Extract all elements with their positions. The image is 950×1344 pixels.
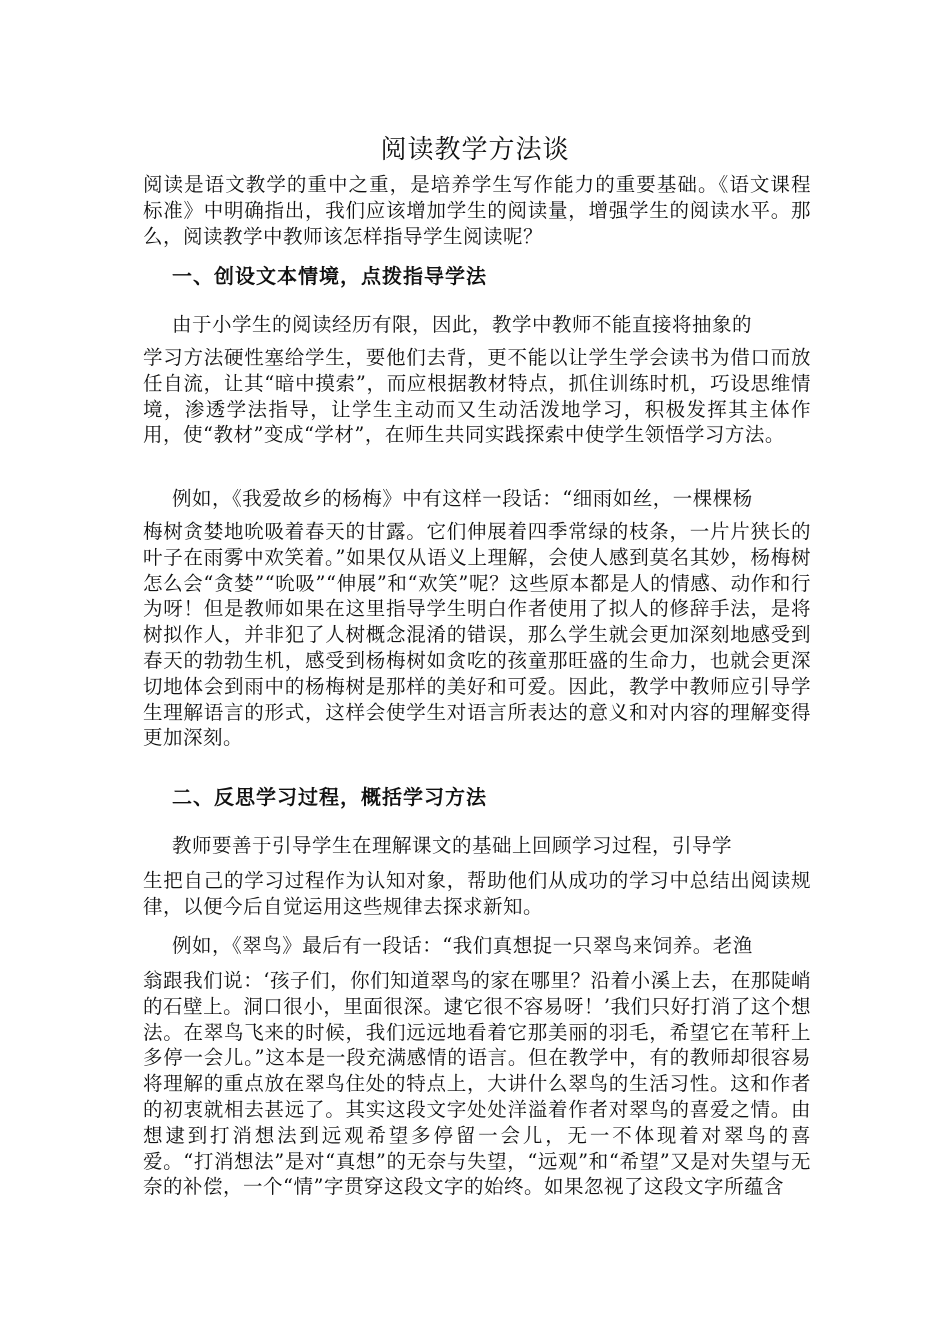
section-2-paragraph-2-first-line: 例如，《翠鸟》最后有一段话：“我们真想捉一只翠鸟来饲养。老渔 bbox=[172, 934, 753, 957]
section-2-paragraph-2: 翁跟我们说：‘孩子们，你们知道翠鸟的家在哪里？沿着小溪上去，在那陡峭的石壁上。洞口很小，里面很深。逮它很不容易呀！’我们只好打消了这个想法。在翠鸟飞来的时候，我们远远地看着它那美丽的羽毛，希望它在苇秆上多停一会儿。”这本是一段充满感情的语言。但在教学中，有的教师却很容易将理解的重点放在翠鸟住处的特点上，大讲什么翠鸟的生活习性。这和作者的初衷就相去甚远了。其实这段文字处处洋溢着作者对翠鸟的喜爱之情。由想逮到打消想法到远观希望多停留一会儿，无一不体现着对翠鸟的喜爱。“打消想法”是对“真想”的无奈与失望，“远观”和“希望”又是对失望与无奈的补偿，一个“情”字贯穿这段文字的始终。如果忽视了这段文字所蕴含 bbox=[143, 969, 811, 1199]
document-title: 阅读教学方法谈 bbox=[380, 135, 570, 165]
section-1-paragraph-2-first-line: 例如，《我爱故乡的杨梅》中有这样一段话：“细雨如丝，一棵棵杨 bbox=[172, 487, 753, 510]
intro-paragraph: 阅读是语文教学的重中之重，是培养学生写作能力的重要基础。《语文课程标准》中明确指出，我们应该增加学生的阅读量，增强学生的阅读水平。那么，阅读教学中教师该怎样指导学生阅读呢？ bbox=[143, 173, 811, 248]
section-1-paragraph-1: 学习方法硬性塞给学生，要他们去背，更不能以让学生学会读书为借口而放任自流，让其“暗中摸索”，而应根据教材特点，抓住训练时机，巧设思维情境，渗透学法指导，让学生主动而又生动活泼地学习，积极发挥其主体作用，使“教材”变成“学材”，在师生共同实践探索中使学生领悟学习方法。 bbox=[143, 346, 811, 447]
section-1-heading: 一、创设文本情境，点拨指导学法 bbox=[172, 264, 487, 288]
section-2-paragraph-1-first-line: 教师要善于引导学生在理解课文的基础上回顾学习过程，引导学 bbox=[172, 834, 733, 857]
section-2-paragraph-1: 生把自己的学习过程作为认知对象，帮助他们从成功的学习中总结出阅读规律，以便今后自觉运用这些规律去探求新知。 bbox=[143, 869, 811, 918]
section-1-paragraph-1-first-line: 由于小学生的阅读经历有限，因此，教学中教师不能直接将抽象的 bbox=[172, 313, 753, 336]
section-1-paragraph-2: 梅树贪婪地吮吸着春天的甘露。它们伸展着四季常绿的枝条，一片片狭长的叶子在雨雾中欢笑着。”如果仅从语义上理解，会使人感到莫名其妙，杨梅树怎么会“贪婪”“吮吸”“伸展”和“欢笑”呢？这些原本都是人的情感、动作和行为呀！但是教师如果在这里指导学生明白作者使用了拟人的修辞手法，是将树拟作人，并非犯了人树概念混淆的错误，那么学生就会更加深刻地感受到春天的勃勃生机，感受到杨梅树如贪吃的孩童那旺盛的生命力，也就会更深切地体会到雨中的杨梅树是那样的美好和可爱。因此，教学中教师应引导学生理解语言的形式，这样会使学生对语言所表达的意义和对内容的理解变得更加深刻。 bbox=[143, 520, 811, 750]
section-2-heading: 二、反思学习过程，概括学习方法 bbox=[172, 785, 487, 809]
